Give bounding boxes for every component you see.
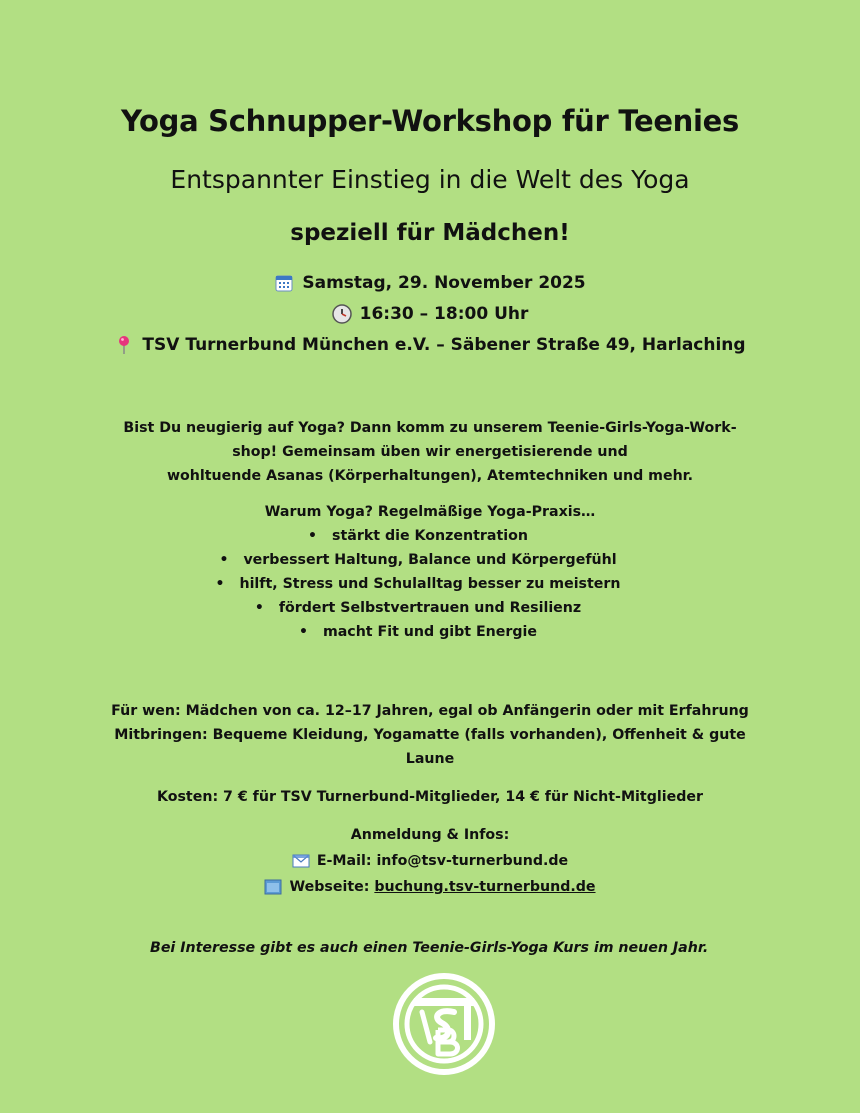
club-logo — [392, 972, 496, 1076]
website-row — [0, 874, 860, 900]
contact-heading: Anmeldung & Infos: — [350, 827, 510, 843]
website-label: Webseite: — [289, 879, 375, 895]
audience-section — [0, 699, 860, 771]
bring-text: Mitbringen: Bequeme Kleidung, Yogamatte (falls vorhanden), Offenheit & gute — [114, 727, 746, 743]
event-date-row — [0, 273, 860, 293]
benefit-item: • stärkt die Konzentration — [332, 524, 528, 548]
calendar-icon — [274, 273, 294, 293]
for-whom-text: Für wen: Mädchen von ca. 12–17 Jahren, egal ob Anfängerin oder mit Erfahrung — [111, 703, 749, 719]
intro-line: wohltuende Asanas (Körperhaltungen), Atemtechniken und mehr. — [166, 468, 694, 484]
benefit-list — [0, 524, 860, 644]
benefit-item: • hilft, Stress und Schulalltag besser zu meistern — [239, 572, 620, 596]
event-place: TSV Turnerbund München e.V. – Säbener Straße 49, Harlaching — [142, 335, 746, 355]
target-group-highlight: speziell für Mädchen! — [290, 220, 570, 246]
benefit-item: • verbessert Haltung, Balance und Körpergefühl — [243, 548, 616, 572]
intro-line: Bist Du neugierig auf Yoga? Dann komm zu unserem Teenie-Girls-Yoga-Work- — [123, 420, 737, 436]
event-time-row — [0, 304, 860, 324]
intro-line: shop! Gemeinsam üben wir energetisierende und — [232, 444, 628, 460]
flyer-title: Yoga Schnupper-Workshop für Teenies — [120, 104, 739, 138]
cost-text: Kosten: 7 € für TSV Turnerbund-Mitglieder, 14 € für Nicht-Mitglieder — [157, 789, 703, 805]
intro-paragraph — [0, 416, 860, 488]
why-yoga-heading: Warum Yoga? Regelmäßige Yoga-Praxis… — [264, 504, 596, 520]
course-note: Bei Interesse gibt es auch einen Teenie-Girls-Yoga Kurs im neuen Jahr. — [150, 940, 709, 956]
web-icon — [264, 879, 282, 895]
event-time: 16:30 – 18:00 Uhr — [359, 304, 529, 324]
event-date: Samstag, 29. November 2025 — [302, 273, 586, 293]
why-yoga-section — [0, 500, 860, 644]
email-icon — [292, 853, 310, 869]
benefit-item: • macht Fit und gibt Energie — [323, 620, 537, 644]
email-row — [0, 848, 860, 874]
bring-text: Laune — [405, 751, 455, 767]
clock-icon — [332, 304, 352, 324]
flyer-subtitle: Entspannter Einstieg in die Welt des Yoga — [170, 165, 690, 194]
benefit-item: • fördert Selbstvertrauen und Resilienz — [279, 596, 581, 620]
event-place-row — [0, 335, 860, 355]
contact-email[interactable]: E-Mail: info@tsv-turnerbund.de — [316, 853, 569, 869]
website-link[interactable]: buchung.tsv-turnerbund.de — [374, 879, 596, 895]
contact-section — [0, 822, 860, 900]
pin-icon — [114, 335, 134, 355]
